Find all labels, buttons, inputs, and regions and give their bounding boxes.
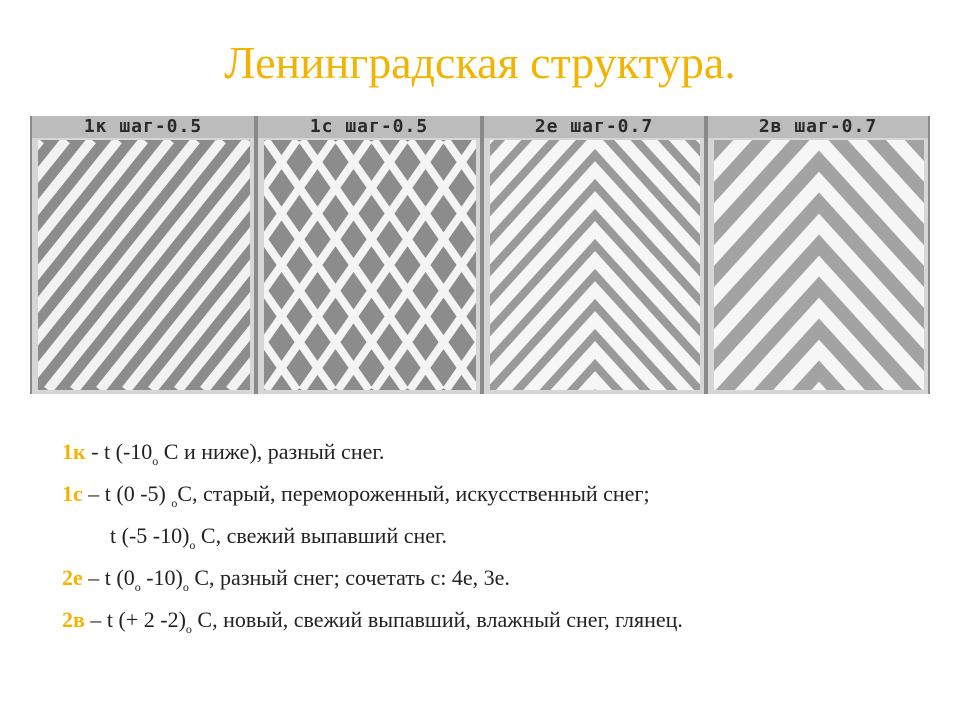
- degree-mark: о: [171, 496, 178, 510]
- degree-mark: о: [189, 538, 196, 552]
- note-2e: [62, 564, 932, 606]
- pattern-chevron: [490, 140, 700, 390]
- degree-mark: о: [185, 622, 192, 636]
- degree-mark: о: [182, 580, 189, 594]
- note-text: – t (+ 2 -2): [84, 607, 186, 632]
- structure-figure: [30, 116, 930, 394]
- note-text: - t (-10: [85, 439, 153, 464]
- degree-mark: о: [134, 580, 141, 594]
- panel-label: 1к шаг-0.5: [32, 116, 254, 138]
- panel-1k: [30, 116, 256, 394]
- panel-label: 2в шаг-0.7: [708, 116, 928, 138]
- note-text: С и ниже), разный снег.: [158, 439, 385, 464]
- note-text: С, разный снег; сочетать с: 4е, 3е.: [188, 565, 510, 590]
- note-1k: [62, 438, 932, 480]
- slide-title: Ленинградская структура.: [224, 37, 736, 88]
- note-text: С, старый, перемороженный, искусственный снег;: [177, 481, 650, 506]
- panel-2e: [482, 116, 706, 394]
- panel-label: 1с шаг-0.5: [258, 116, 480, 138]
- note-text: – t (0 -5): [82, 481, 172, 506]
- pattern-cross: [264, 140, 476, 390]
- note-text: t (-5 -10): [110, 523, 190, 548]
- panel-label: 2е шаг-0.7: [484, 116, 704, 138]
- pattern-chevron-wide: [714, 140, 924, 390]
- degree-mark: о: [152, 454, 159, 468]
- note-1c-extra: [62, 522, 932, 564]
- pattern-diagonal: [38, 140, 250, 390]
- note-text: С, свежий выпавший снег.: [195, 523, 448, 548]
- panel-2v: [706, 116, 930, 394]
- note-code: 1к: [62, 439, 86, 464]
- note-code: 2в: [62, 607, 85, 632]
- panel-1c: [256, 116, 482, 394]
- note-text: -10): [140, 565, 183, 590]
- note-code: 1с: [62, 481, 83, 506]
- note-code: 2е: [62, 565, 83, 590]
- notes: [62, 438, 932, 648]
- note-text: С, новый, свежий выпавший, влажный снег, глянец.: [191, 607, 683, 632]
- note-1c: [62, 480, 932, 522]
- note-text: – t (0: [82, 565, 135, 590]
- note-2v: [62, 606, 932, 648]
